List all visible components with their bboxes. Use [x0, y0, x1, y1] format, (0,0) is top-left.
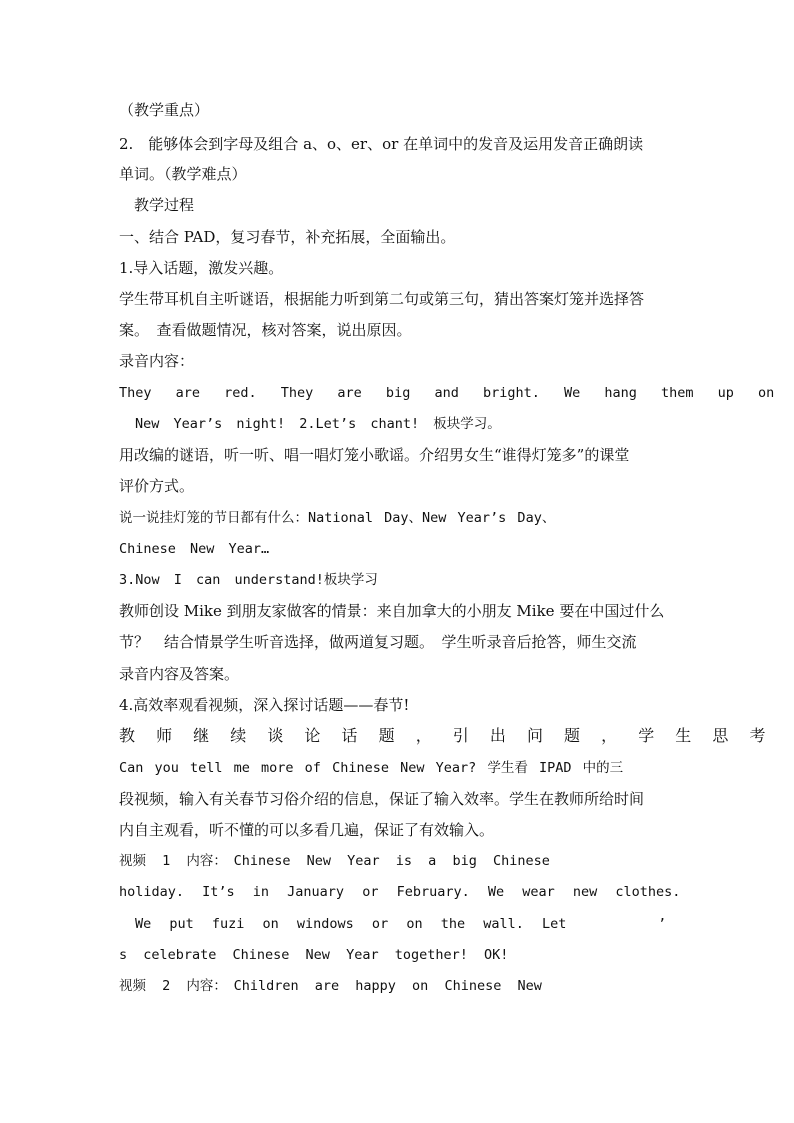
line-4: 教学过程: [119, 196, 195, 214]
line-1: （教学重点）: [119, 101, 210, 119]
line-2: 2. 能够体会到字母及组合 a、o、er、or 在单词中的发音及运用发音正确朗读: [119, 135, 644, 153]
line-16: 3.Now I can understand!板块学习: [119, 572, 378, 588]
line-20: 4.高效率观看视频，深入探讨话题——春节!: [119, 696, 410, 714]
line-26: holiday. It’s in January or February. We wear new clothes.: [119, 884, 681, 900]
line-19: 录音内容及答案。: [119, 665, 240, 683]
line-8: 案。 查看做题情况，核对答案，说出原因。: [119, 321, 412, 339]
line-28: s celebrate Chinese New Year together! OK!: [119, 947, 509, 963]
line-10-text: They are red. They are big and bright. We hang them up on: [119, 385, 775, 401]
line-23: 段视频，输入有关春节习俗介绍的信息，保证了输入效率。学生在教师所给时间: [119, 790, 645, 808]
line-29: 视频 2 内容： Children are happy on Chinese New: [119, 978, 542, 994]
line-27: We put fuzi on windows or on the wall. Let: [135, 916, 567, 932]
line-12: 用改编的谜语，听一听、唱一唱灯笼小歌谣。介绍男女生“谁得灯笼多”的课堂: [119, 446, 630, 464]
line-13: 评价方式。: [119, 477, 195, 495]
line-6: 1.导入话题，激发兴趣。: [119, 259, 284, 277]
line-21: 教 师 继 续 谈 论 话 题 ， 引 出 问 题 ， 学 生 思 考: [119, 726, 774, 745]
line-7: 学生带耳机自主听谜语，根据能力听到第二句或第三句，猜出答案灯笼并选择答: [119, 290, 645, 308]
line-15: Chinese New Year…: [119, 541, 270, 557]
line-9: 录音内容：: [119, 352, 195, 370]
line-22: Can you tell me more of Chinese New Year? 学生看 IPAD 中的三: [119, 760, 624, 776]
line-17: 教师创设 Mike 到朋友家做客的情景：来自加拿大的小朋友 Mike 要在中国过什么: [119, 602, 665, 620]
line-3: 单词。（教学难点）: [119, 165, 247, 183]
line-24: 内自主观看，听不懂的可以多看几遍，保证了有效输入。: [119, 821, 495, 839]
line-10: [119, 383, 775, 403]
line-25: 视频 1 内容： Chinese New Year is a big Chinese: [119, 853, 550, 869]
line-5: 一、结合 PAD，复习春节，补充拓展，全面输出。: [119, 228, 456, 246]
line-11: New Year’s night! 2.Let’s chant! 板块学习。: [135, 416, 501, 432]
line-27-apostrophe: ’: [658, 916, 667, 932]
line-18: 节？ 结合情景学生听音选择，做两道复习题。 学生听录音后抢答，师生交流: [119, 633, 637, 651]
line-14: 说一说挂灯笼的节日都有什么：National Day、New Year’s Day、: [119, 510, 556, 526]
